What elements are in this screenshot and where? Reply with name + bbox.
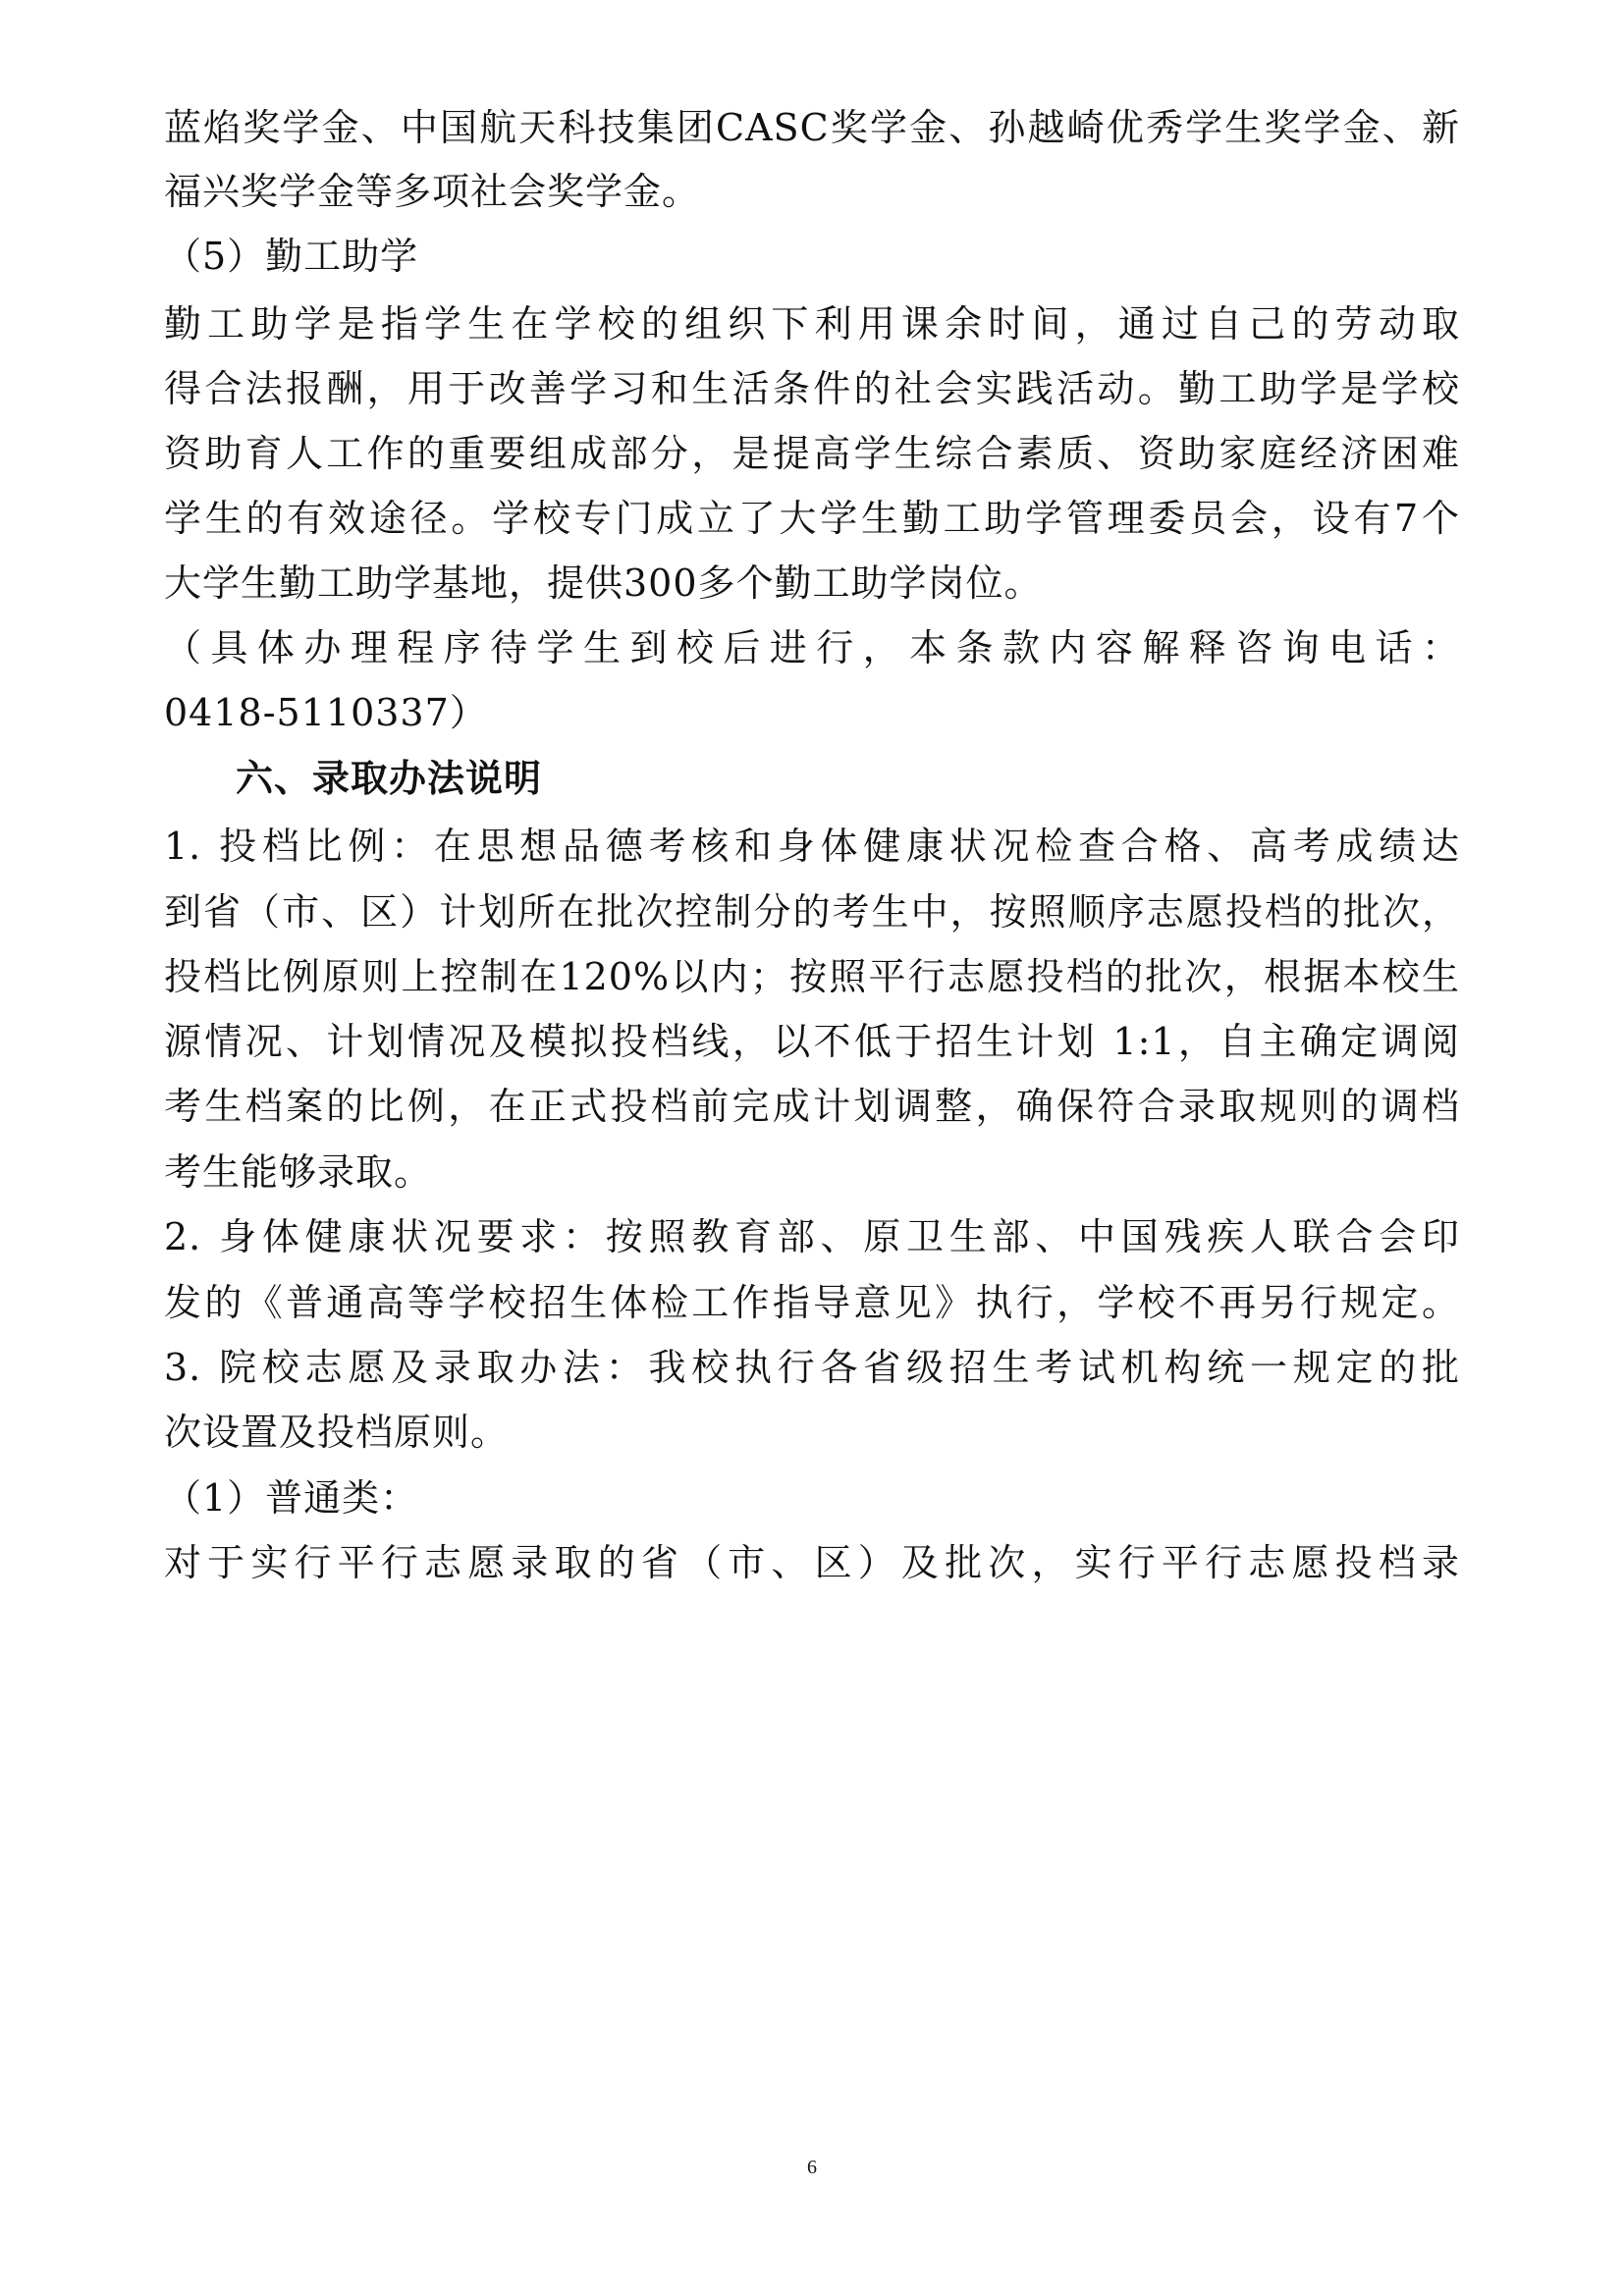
paragraph-1-line-1: 蓝焰奖学金、中国航天科技集团CASC奖学金、孙越崎优秀学生奖学金、新 — [164, 106, 1460, 149]
contact-note-line-2: 0418-5110337） — [164, 691, 488, 734]
subsection-heading: （5）勤工助学 — [164, 235, 419, 278]
admission-ratio-line-6: 考生能够录取。 — [164, 1150, 433, 1194]
health-requirements-line-2: 发的《普通高等学校招生体检工作指导意见》执行，学校不再另行规定。 — [164, 1281, 1460, 1324]
paragraph-3-line-5: 大学生勤工助学基地，提供300多个勤工助学岗位。 — [164, 561, 1043, 605]
paragraph-3-line-3: 资助育人工作的重要组成部分，是提高学生综合素质、资助家庭经济困难 — [164, 432, 1460, 475]
admission-method-line-2: 次设置及投档原则。 — [164, 1411, 510, 1454]
admission-ratio-line-2: 到省（市、区）计划所在批次控制分的考生中，按照顺序志愿投档的批次， — [164, 890, 1460, 934]
page-number: 6 — [807, 2157, 817, 2178]
admission-ratio-line-1: 1. 投档比例：在思想品德考核和身体健康状况检查合格、高考成绩达 — [164, 825, 1460, 868]
paragraph-1-line-2: 福兴奖学金等多项社会奖学金。 — [164, 170, 701, 213]
admission-method-line-1: 3. 院校志愿及录取办法：我校执行各省级招生考试机构统一规定的批 — [164, 1346, 1460, 1389]
contact-note-line-1: （具体办理程序待学生到校后进行，本条款内容解释咨询电话： — [164, 626, 1460, 669]
health-requirements-line-1: 2. 身体健康状况要求：按照教育部、原卫生部、中国残疾人联合会印 — [164, 1215, 1460, 1258]
paragraph-3-line-1: 勤工助学是指学生在学校的组织下利用课余时间，通过自己的劳动取 — [164, 302, 1460, 346]
admission-ratio-line-4: 源情况、计划情况及模拟投档线，以不低于招生计划 1:1，自主确定调阅 — [164, 1020, 1460, 1063]
admission-ratio-line-5: 考生档案的比例，在正式投档前完成计划调整，确保符合录取规则的调档 — [164, 1085, 1460, 1128]
section-heading: 六、录取办法说明 — [236, 757, 543, 800]
paragraph-3-line-2: 得合法报酬，用于改善学习和生活条件的社会实践活动。勤工助学是学校 — [164, 367, 1460, 410]
general-category-heading: （1）普通类： — [164, 1476, 419, 1520]
parallel-admission-line-1: 对于实行平行志愿录取的省（市、区）及批次，实行平行志愿投档录 — [164, 1541, 1460, 1584]
paragraph-3-line-4: 学生的有效途径。学校专门成立了大学生勤工助学管理委员会，设有7个 — [164, 497, 1460, 540]
admission-ratio-line-3: 投档比例原则上控制在120%以内；按照平行志愿投档的批次，根据本校生 — [164, 955, 1460, 998]
